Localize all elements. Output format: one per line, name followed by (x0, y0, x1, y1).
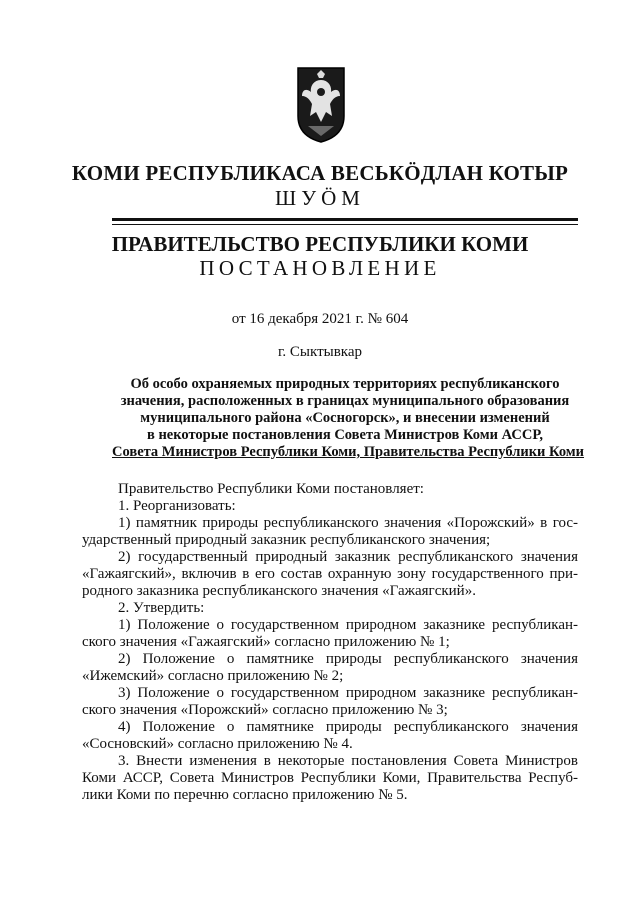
city-line: г. Сыктывкар (277, 344, 363, 360)
body-line: ского значения «Гажаягский» согласно приложению № 1; (82, 634, 450, 650)
body-line: ского значения «Порожский» согласно приложению № 3; (82, 702, 448, 718)
government-title: ПРАВИТЕЛЬСТВО РЕСПУБЛИКИ КОМИ (111, 232, 529, 256)
body-line: 1. Реорганизовать: (118, 498, 236, 514)
body-line: лики Коми по перечню согласно приложению № 5. (82, 787, 408, 803)
heading-line: в некоторые постановления Совета Министров Коми АССР, (147, 427, 543, 443)
komi-title: КОМИ РЕСПУБЛИКАСА ВЕСЬКӦДЛАН КОТЫР (71, 161, 569, 185)
document-body (82, 481, 578, 804)
body-line: 1) памятник природы республиканского значения «Порожский» в гос- (118, 515, 578, 531)
body-line: Правительство Республики Коми постановляет: (118, 481, 424, 497)
komi-subtitle: ШУÖМ (275, 186, 365, 210)
emblem (296, 66, 346, 144)
body-line: «Ижемский» согласно приложению № 2; (82, 668, 344, 684)
body-line: родного заказника республиканского значения «Гажаягский». (82, 583, 476, 599)
heading-line: значения, расположенных в границах муниципального образования (120, 393, 570, 409)
body-line: 1) Положение о государственном природном заказнике республикан- (118, 617, 578, 633)
header-divider-thick (112, 218, 578, 221)
heading-line: Об особо охраняемых природных территориях республиканского (130, 376, 560, 392)
body-line: 3. Внести изменения в некоторые постановления Совета Министров (118, 753, 578, 769)
body-line: 4) Положение о памятнике природы республиканского значения (118, 719, 578, 735)
date-number-line: от 16 декабря 2021 г. № 604 (231, 311, 409, 327)
komi-coat-of-arms-icon (296, 66, 346, 144)
body-line: 2) Положение о памятнике природы республиканского значения (118, 651, 578, 667)
body-line: «Сосновский» согласно приложению № 4. (82, 736, 353, 752)
body-line: ударственный природный заказник республиканского значения; (82, 532, 491, 548)
body-line: Коми АССР, Совета Министров Республики Коми, Правительства Респуб- (82, 770, 578, 786)
document-heading (112, 376, 585, 461)
body-line: 2. Утвердить: (118, 600, 205, 616)
document-type: ПОСТАНОВЛЕНИЕ (199, 256, 441, 280)
heading-line: муниципального района «Сосногорск», и внесении изменений (140, 410, 550, 426)
body-line: 2) государственный природный заказник республиканского значения (118, 549, 578, 565)
header-divider-thin (112, 224, 578, 225)
heading-line-underlined: Совета Министров Республики Коми, Правительства Республики Коми (112, 444, 585, 460)
body-line: «Гажаягский», включив в его состав охранную зону государственного при- (82, 566, 578, 582)
body-line: 3) Положение о государственном природном заказнике республикан- (118, 685, 578, 701)
